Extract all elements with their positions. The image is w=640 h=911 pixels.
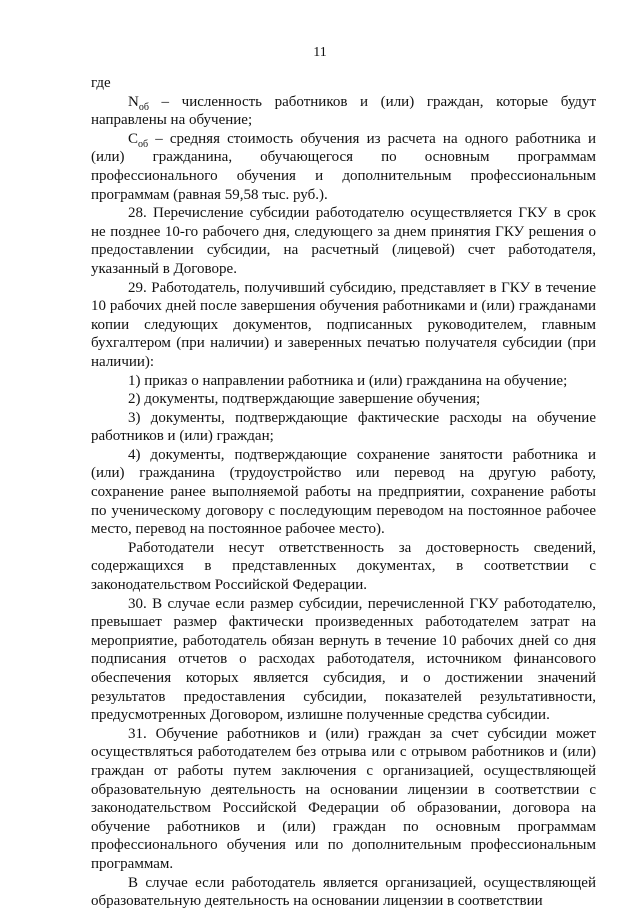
paragraph-responsibility: Работодатели несут ответственность за достоверность сведений, содержащихся в представленных документах, в соответствии с законодательством Российской Федерации. <box>91 539 596 594</box>
paragraph-28: 28. Перечисление субсидии работодателю осуществляется ГКУ в срок не позднее 10-го рабочего дня, следующего за днем принятия ГКУ решения о предоставлении субсидии, на расчетный (лицевой) счет работодателя, указанный в Договоре. <box>91 205 596 277</box>
variable-c: C <box>128 130 139 147</box>
variable-subscript: об <box>138 138 149 150</box>
paragraph-where: где <box>91 75 111 91</box>
paragraph-last: В случае если работодатель является организацией, осуществляющей образовательную деятельность на основании лицензии в соответствии <box>91 874 596 910</box>
variable-n: N <box>128 93 139 110</box>
paragraph-30: 30. В случае если размер субсидии, перечисленной ГКУ работодателю, превышает размер фактически произведенных работодателем затрат на мероприятие, работодатель обязан вернуть в течение 10 рабочих дней со дня подписания отчетов о расходах работодателя, источником финансового обеспечения которых является субсидия, и о достижении значений результатов предоставления субсидии, показателей результативности, предусмотренных Договором, излишне полученные средства субсидии. <box>91 595 596 724</box>
paragraph-31: 31. Обучение работников и (или) граждан за счет субсидии может осуществляться работодателем без отрыва или с отрывом работников и (или) граждан от работы путем заключения с организацией, осуществляющей образовательную деятельность на основании лицензии в соответствии с законодательством Российской Федерации об образовании, договора на обучение работников и (или) граждан по основным программам профессионального обучения или по дополнительным профессиональным программам. <box>91 725 596 872</box>
paragraph-n-ob <box>91 93 596 130</box>
document-body <box>91 74 596 911</box>
list-item-4: 4) документы, подтверждающие сохранение занятости работника и (или) гражданина (трудоустройство или перевод на другую работу, сохранение ранее выполняемой работы на предприятии, сохранение работы по ученическому договору с последующим переводом на постоянное рабочее место, перевод на постоянное рабочее место). <box>91 446 596 538</box>
list-item-2: 2) документы, подтверждающие завершение обучения; <box>128 391 481 408</box>
paragraph-29: 29. Работодатель, получивший субсидию, представляет в ГКУ в течение 10 рабочих дней после завершения обучения работниками и (или) гражданами копии следующих документов, подписанных руководителем, главным бухгалтером (при наличии) и заверенных печатью получателя субсидии (при наличии): <box>91 279 596 370</box>
definition-text: – средняя стоимость обучения из расчета на одного работника и (или) гражданина, обучающегося по основным программам профессионального обучения и дополнительным профессиональным программам (равная 59,58 тыс. руб.). <box>91 130 596 203</box>
list-item-3: 3) документы, подтверждающие фактические расходы на обучение работников и (или) граждан; <box>91 409 596 445</box>
list-item-1: 1) приказ о направлении работника и (или) гражданина на обучение; <box>128 372 568 389</box>
definition-text: – численность работников и (или) граждан, которые будут направлены на обучение; <box>91 93 596 129</box>
page-number: 11 <box>313 45 327 60</box>
variable-subscript: об <box>138 101 149 113</box>
paragraph-c-ob <box>91 130 596 204</box>
